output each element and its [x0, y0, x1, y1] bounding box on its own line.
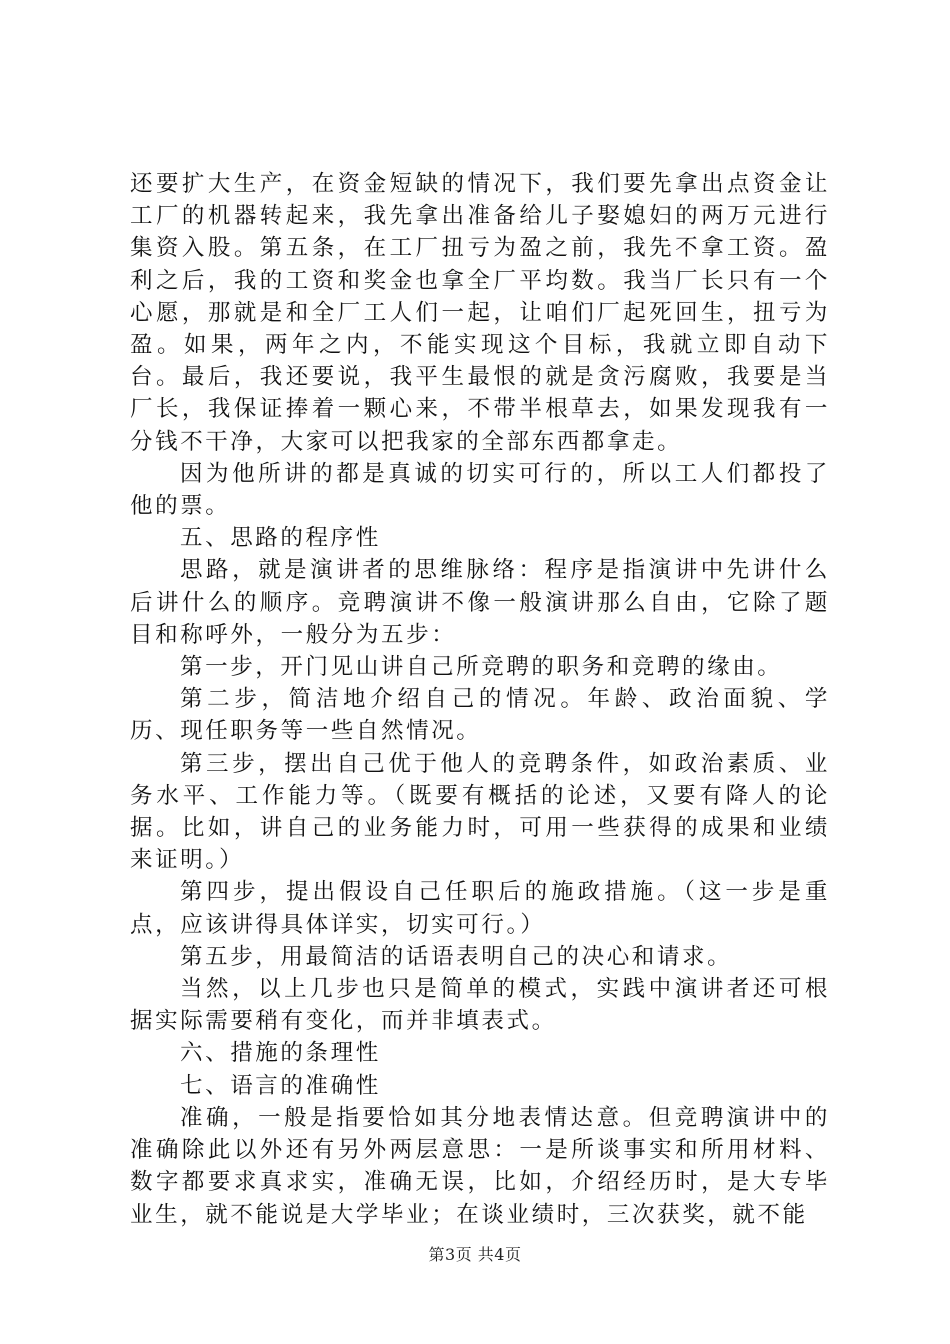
- section-heading: 六、措施的条理性: [180, 1040, 381, 1067]
- paragraph: 还要扩大生产，在资金短缺的情况下，我们要先拿出点资金让工厂的机器转起来，我先拿出准备给儿子娶媳妇的两万元进行集资入股。第五条，在工厂扭亏为盈之前，我先不拿工资。盈利之后，我的工资和奖金也拿全厂平均数。我当厂长只有一个心愿，那就是和全厂工人们一起，让咱们厂起死回生，扭亏为盈。如果，两年之内，不能实现这个目标，我就立即自动下台。最后，我还要说，我平生最恨的就是贪污腐败，我要是当厂长，我保证捧着一颗心来，不带半根草去，如果发现我有一分钱不干净，大家可以把我家的全部东西都拿走。: [130, 171, 830, 455]
- paragraph: 第五步，用最简洁的话语表明自己的决心和请求。: [180, 943, 733, 970]
- document-body: [130, 168, 830, 1231]
- paragraph: 第三步，摆出自己优于他人的竞聘条件，如政治素质、业务水平、工作能力等。（既要有概括的论述，又要有降人的论据。比如，讲自己的业务能力时，可用一些获得的成果和业绩来证明。）: [130, 750, 830, 874]
- paragraph: 准确，一般是指要恰如其分地表情达意。但竞聘演讲中的准确除此以外还有另外两层意思：一是所谈事实和所用材料、数字都要求真求实，准确无误，比如，介绍经历时，是大专毕业生，就不能说是大学毕业；在谈业绩时，三次获奖，就不能: [130, 1104, 830, 1228]
- paragraph: 思路，就是演讲者的思维脉络：程序是指演讲中先讲什么后讲什么的顺序。竞聘演讲不像一般演讲那么自由，它除了题目和称呼外，一般分为五步：: [130, 557, 830, 648]
- paragraph: 当然，以上几步也只是简单的模式，实践中演讲者还可根据实际需要稍有变化，而并非填表式。: [130, 976, 830, 1035]
- section-heading: 七、语言的准确性: [180, 1072, 381, 1099]
- paragraph: 因为他所讲的都是真诚的切实可行的，所以工人们都投了他的票。: [130, 460, 830, 520]
- paragraph: 第一步，开门见山讲自己所竞聘的职务和竞聘的缘由。: [180, 654, 783, 681]
- paragraph: 第二步，简洁地介绍自己的情况。年龄、政治面貌、学历、现任职务等一些自然情况。: [130, 686, 830, 745]
- section-heading: 五、思路的程序性: [180, 525, 381, 552]
- page-number-footer: 第3页 共4页: [428, 1245, 522, 1264]
- paragraph: 第四步，提出假设自己任职后的施政措施。（这一步是重点，应该讲得具体详实，切实可行。）: [130, 879, 830, 938]
